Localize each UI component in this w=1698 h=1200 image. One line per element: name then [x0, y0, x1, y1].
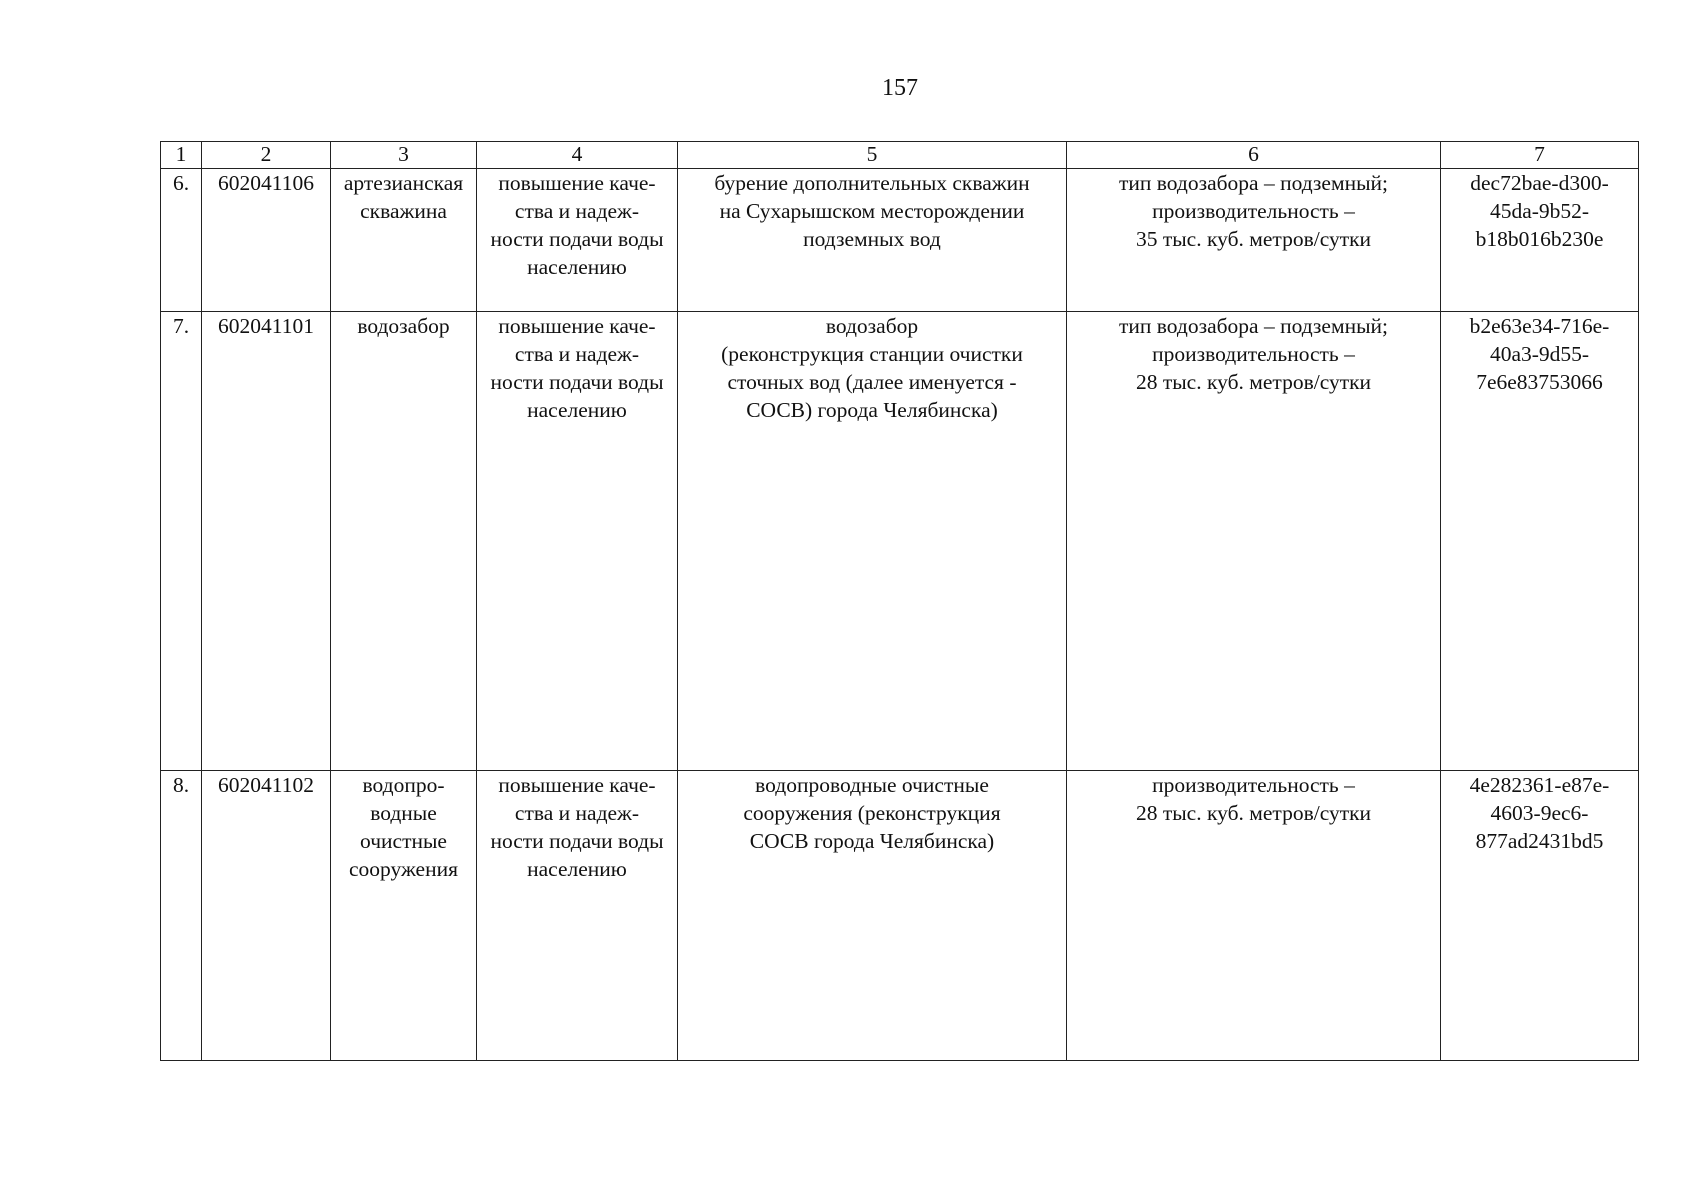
column-number-cell: 6: [1067, 142, 1441, 169]
page-number: 157: [882, 75, 918, 101]
row-number-cell: 8.: [161, 771, 202, 1061]
column-number-cell: 3: [331, 142, 477, 169]
cell-line: бурение дополнительных скважин: [714, 171, 1030, 195]
cell-line: населению: [527, 857, 627, 881]
cell-line: повышение каче-: [498, 171, 656, 195]
cell-line: подземных вод: [803, 227, 941, 251]
cell-line: скважина: [360, 199, 447, 223]
column-number-cell: 7: [1441, 142, 1639, 169]
characteristics-cell: [1067, 312, 1441, 771]
cell-line: населению: [527, 255, 627, 279]
cell-line: водные: [370, 801, 437, 825]
row-number-cell: 6.: [161, 169, 202, 312]
cell-line: 28 тыс. куб. метров/сутки: [1135, 370, 1372, 394]
cell-line: сооружения: [349, 857, 458, 881]
identifier-cell: [1441, 771, 1639, 1061]
object-type-cell: [331, 312, 477, 771]
cell-line: на Сухарышском месторождении: [719, 199, 1025, 223]
cell-line: повышение каче-: [498, 773, 656, 797]
cell-line: водозабор: [825, 314, 919, 338]
column-number-cell: 1: [161, 142, 202, 169]
cell-line: тип водозабора – подземный;: [1118, 171, 1389, 195]
object-code-cell: 602041102: [202, 771, 331, 1061]
cell-line: 877ad2431bd5: [1475, 829, 1604, 853]
cell-line: 45da-9b52-: [1489, 199, 1590, 223]
cell-line: водопро-: [362, 773, 445, 797]
table-row: [161, 169, 1639, 312]
cell-line: dec72bae-d300-: [1470, 171, 1609, 195]
object-type-cell: [331, 169, 477, 312]
cell-line: ности подачи воды: [490, 227, 664, 251]
characteristics-cell: [1067, 169, 1441, 312]
cell-line: очистные: [360, 829, 447, 853]
cell-line: СОСВ города Челябинска): [749, 829, 995, 853]
cell-line: тип водозабора – подземный;: [1118, 314, 1389, 338]
object-type-cell: [331, 771, 477, 1061]
cell-line: ства и надеж-: [514, 342, 640, 366]
cell-line: (реконструкция станции очистки: [721, 342, 1023, 366]
table-header-row: [161, 142, 1639, 169]
cell-line: водозабор: [357, 314, 450, 338]
cell-line: сооружения (реконструкция: [743, 801, 1001, 825]
column-number-cell: 4: [477, 142, 678, 169]
cell-line: населению: [527, 398, 627, 422]
description-cell: [678, 312, 1067, 771]
cell-line: b18b016b230e: [1475, 227, 1604, 251]
description-cell: [678, 771, 1067, 1061]
register-table: [160, 141, 1639, 1061]
cell-line: 4603-9ec6-: [1490, 801, 1589, 825]
table-row: [161, 771, 1639, 1061]
cell-line: 35 тыс. куб. метров/сутки: [1135, 227, 1372, 251]
object-code-cell: 602041106: [202, 169, 331, 312]
purpose-cell: [477, 169, 678, 312]
identifier-cell: [1441, 169, 1639, 312]
description-cell: [678, 169, 1067, 312]
cell-line: производительность –: [1152, 773, 1355, 797]
row-number-cell: 7.: [161, 312, 202, 771]
cell-line: ства и надеж-: [514, 801, 640, 825]
cell-line: ства и надеж-: [514, 199, 640, 223]
cell-line: повышение каче-: [498, 314, 656, 338]
cell-line: водопроводные очистные: [755, 773, 989, 797]
purpose-cell: [477, 771, 678, 1061]
cell-line: 28 тыс. куб. метров/сутки: [1135, 801, 1372, 825]
purpose-cell: [477, 312, 678, 771]
object-code-cell: 602041101: [202, 312, 331, 771]
cell-line: b2e63e34-716e-: [1469, 314, 1610, 338]
cell-line: ности подачи воды: [490, 829, 664, 853]
table-row: [161, 312, 1639, 771]
column-number-cell: 2: [202, 142, 331, 169]
cell-line: ности подачи воды: [490, 370, 664, 394]
cell-line: 4e282361-e87e-: [1469, 773, 1610, 797]
characteristics-cell: [1067, 771, 1441, 1061]
cell-line: СОСВ) города Челябинска): [746, 398, 998, 422]
identifier-cell: [1441, 312, 1639, 771]
cell-line: производительность –: [1152, 342, 1355, 366]
cell-line: 40a3-9d55-: [1489, 342, 1590, 366]
column-number-cell: 5: [678, 142, 1067, 169]
cell-line: артезианская: [343, 171, 464, 195]
cell-line: сточных вод (далее именуется -: [727, 370, 1017, 394]
cell-line: производительность –: [1152, 199, 1355, 223]
cell-line: 7e6e83753066: [1476, 370, 1603, 394]
